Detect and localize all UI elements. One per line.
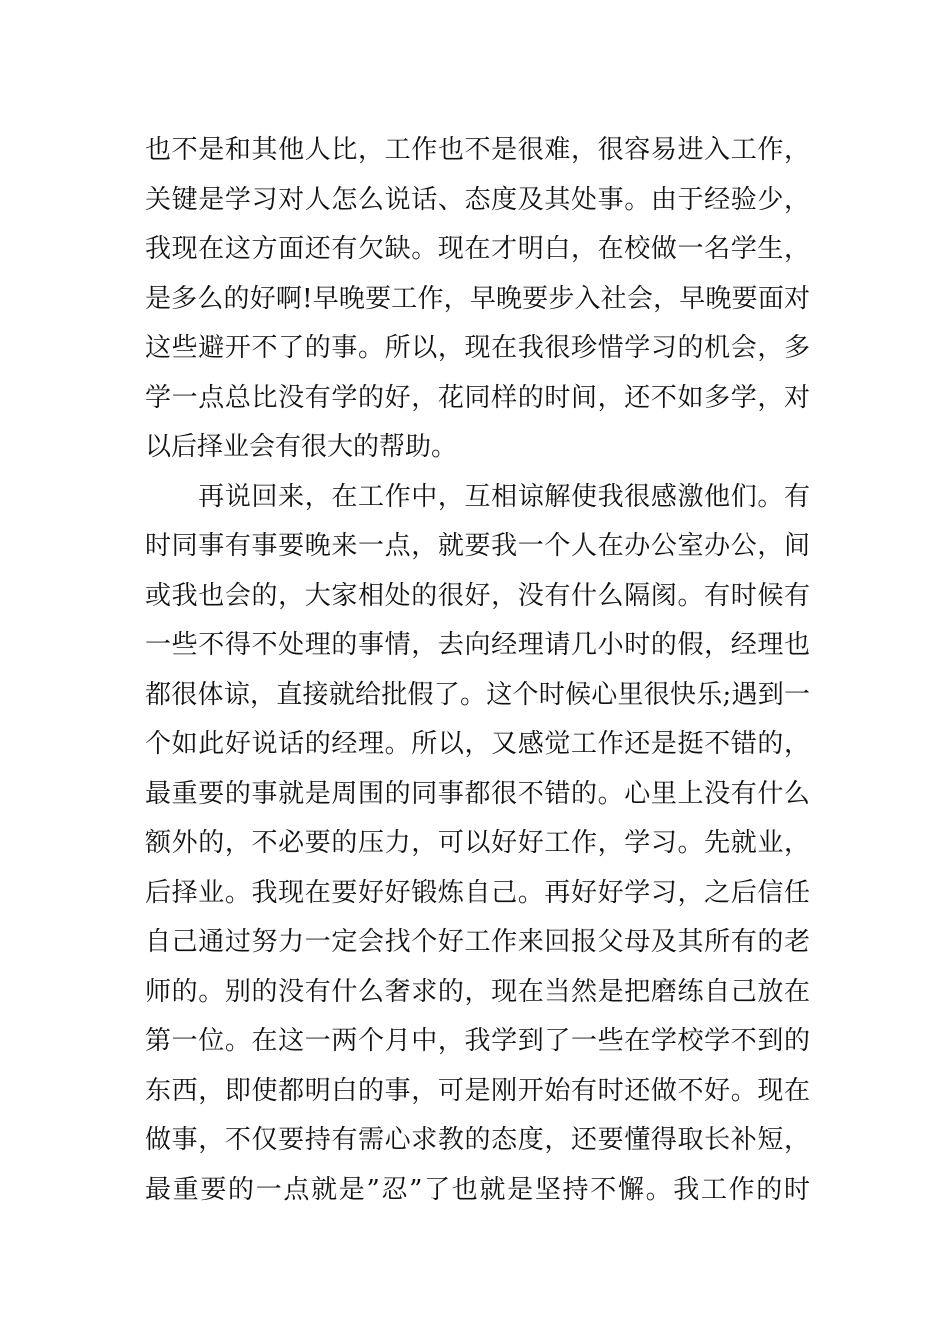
text-line: 都很体谅，直接就给批假了。这个时候心里很快乐;遇到一 [145,679,810,710]
body-text [145,126,810,1215]
text-line: 再说回来，在工作中，互相谅解使我很感激他们。有 [145,481,810,512]
text-line: 最重要的事就是周围的同事都很不错的。心里上没有什么 [145,778,810,809]
text-line: 后择业。我现在要好好锻炼自己。再好好学习，之后信任 [145,877,810,908]
text-line: 也不是和其他人比，工作也不是很难，很容易进入工作， [145,135,810,165]
text-line: 这些避开不了的事。所以，现在我很珍惜学习的机会，多 [145,333,810,363]
text-line: 自己通过努力一定会找个好工作来回报父母及其所有的老 [145,927,810,957]
text-line: 一些不得不处理的事情，去向经理请几小时的假，经理也 [145,630,810,660]
text-line: 个如此好说话的经理。所以，又感觉工作还是挺不错的， [145,729,810,759]
text-line: 学一点总比没有学的好，花同样的时间，还不如多学，对 [145,382,810,413]
text-line: 额外的，不必要的压力，可以好好工作，学习。先就业， [145,828,810,858]
text-line: 最重要的一点就是”忍”了也就是坚持不懈。我工作的时 [145,1174,810,1205]
text-line: 时同事有事要晚来一点，就要我一个人在办公室办公，间 [145,531,810,561]
paragraph-2 [145,473,810,1216]
text-line: 关键是学习对人怎么说话、态度及其处事。由于经验少， [145,184,810,215]
text-line: 做事，不仅要持有需心求教的态度，还要懂得取长补短， [145,1125,810,1155]
text-line: 是多么的好啊!早晚要工作，早晚要步入社会，早晚要面对 [145,283,810,314]
text-line: 东西，即使都明白的事，可是刚开始有时还做不好。现在 [145,1075,810,1106]
text-line: 或我也会的，大家相处的很好，没有什么隔阂。有时候有 [145,580,810,611]
paragraph-1 [145,126,810,473]
text-line: 以后择业会有很大的帮助。 [145,432,458,462]
text-line: 我现在这方面还有欠缺。现在才明白，在校做一名学生， [145,234,810,264]
text-line: 师的。别的没有什么奢求的，现在当然是把磨练自己放在 [145,976,810,1007]
text-line: 第一位。在这一两个月中，我学到了一些在学校学不到的 [145,1026,810,1056]
